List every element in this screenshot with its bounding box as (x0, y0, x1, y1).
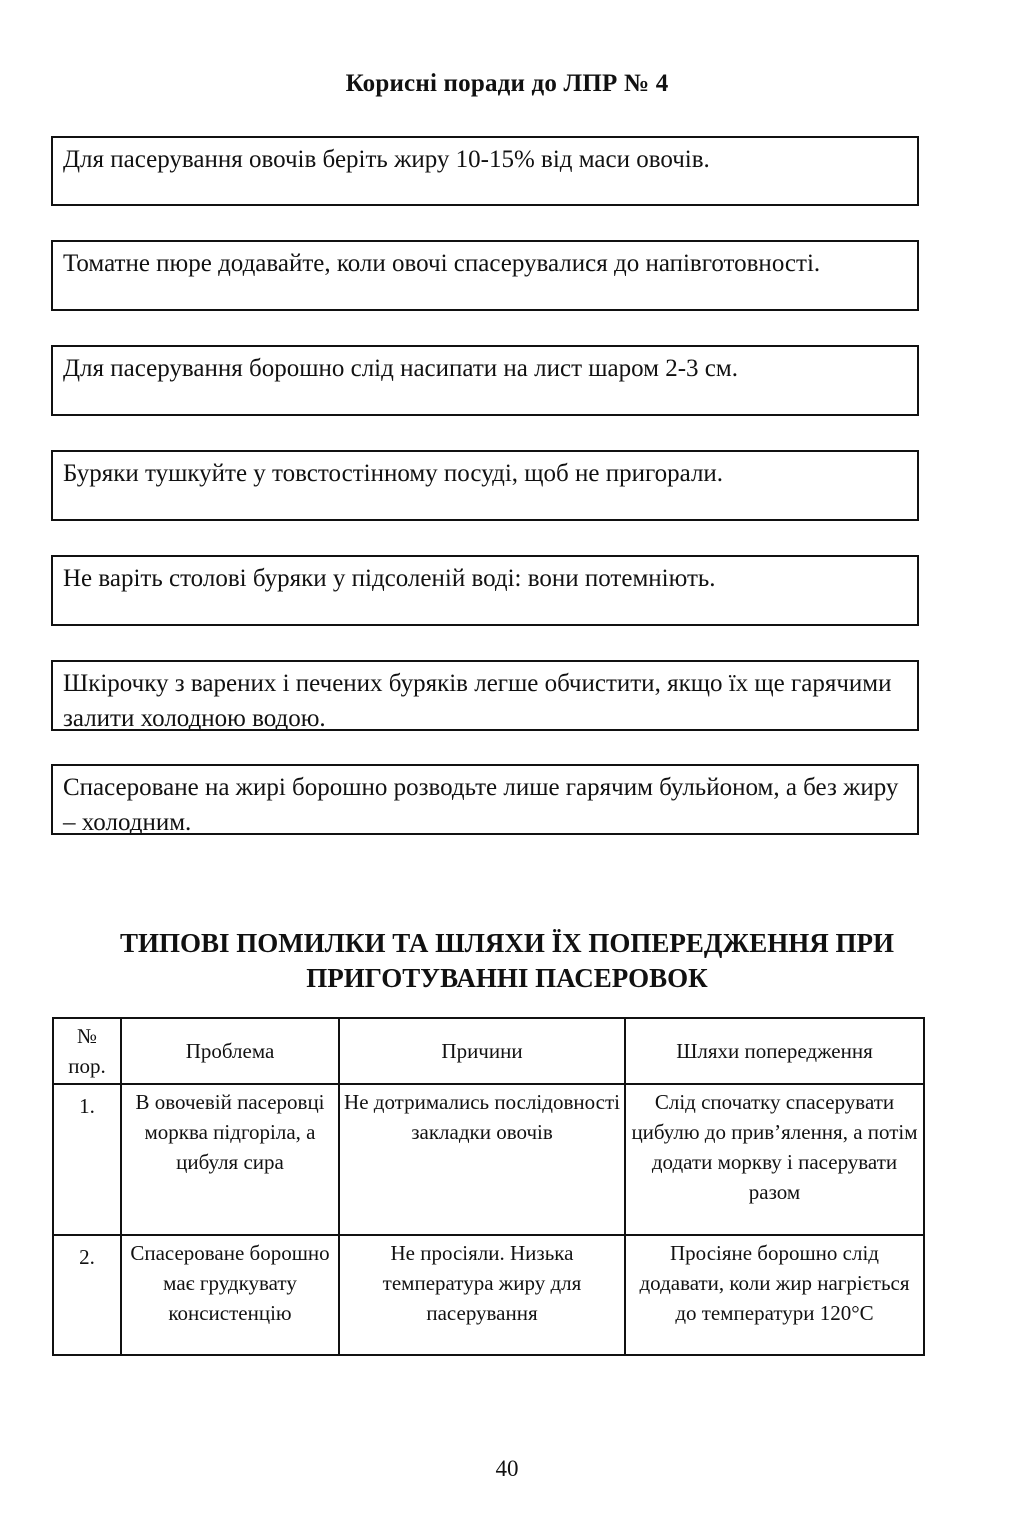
errors-table (52, 1017, 925, 1356)
row-number: 1. (53, 1084, 121, 1235)
causes-cell: Не дотримались послідовності закладки овочів (339, 1084, 625, 1235)
tip-text: Шкірочку з варених і печених буряків легше обчистити, якщо їх ще гарячими залити холодною водою. (63, 670, 892, 732)
problem-cell: Спасероване борошно має грудкувату консистенцію (121, 1235, 339, 1355)
tip-box (51, 450, 919, 521)
header-number: № пор. (53, 1018, 121, 1084)
header-prevention: Шляхи попередження (625, 1018, 924, 1084)
tip-text: Не варіть столові буряки у підсоленій воді: вони потемніють. (63, 565, 716, 592)
problem-cell: В овочевій пасеровці морква підгоріла, а цибуля сира (121, 1084, 339, 1235)
section-title: ТИПОВІ ПОМИЛКИ ТА ШЛЯХИ ЇХ ПОПЕРЕДЖЕННЯ ПРИ ПРИГОТУВАННІ ПАСЕРОВОК (120, 928, 894, 993)
tip-text: Спасероване на жирі борошно розводьте лише гарячим бульйоном, а без жиру – холодним. (63, 774, 899, 836)
header-problem: Проблема (121, 1018, 339, 1084)
tip-box (51, 136, 919, 206)
tip-box (51, 240, 919, 311)
page-title: Корисні поради до ЛПР № 4 (345, 70, 669, 97)
tip-box (51, 660, 919, 731)
tip-box (51, 764, 919, 835)
tip-text: Буряки тушкуйте у товстостінному посуді, щоб не пригорали. (63, 460, 724, 487)
page-number: 40 (495, 1456, 519, 1481)
table-row (53, 1235, 924, 1355)
prevention-cell: Просіяне борошно слід додавати, коли жир нагріється до температури 120°С (625, 1235, 924, 1355)
tip-box (51, 555, 919, 626)
prevention-cell: Слід спочатку спасерувати цибулю до прив’ялення, а потім додати моркву і пасерувати разом (625, 1084, 924, 1235)
causes-cell: Не просіяли. Низька температура жиру для пасерування (339, 1235, 625, 1355)
tip-text: Для пасерування борошно слід насипати на лист шаром 2-3 см. (63, 355, 738, 382)
tip-text: Для пасерування овочів беріть жиру 10-15% від маси овочів. (63, 146, 710, 173)
header-causes: Причини (339, 1018, 625, 1084)
tip-text: Томатне пюре додавайте, коли овочі спасерувалися до напівготовності. (63, 250, 821, 277)
row-number: 2. (53, 1235, 121, 1355)
tip-box (51, 345, 919, 416)
table-row (53, 1084, 924, 1235)
table-header-row (53, 1018, 924, 1084)
